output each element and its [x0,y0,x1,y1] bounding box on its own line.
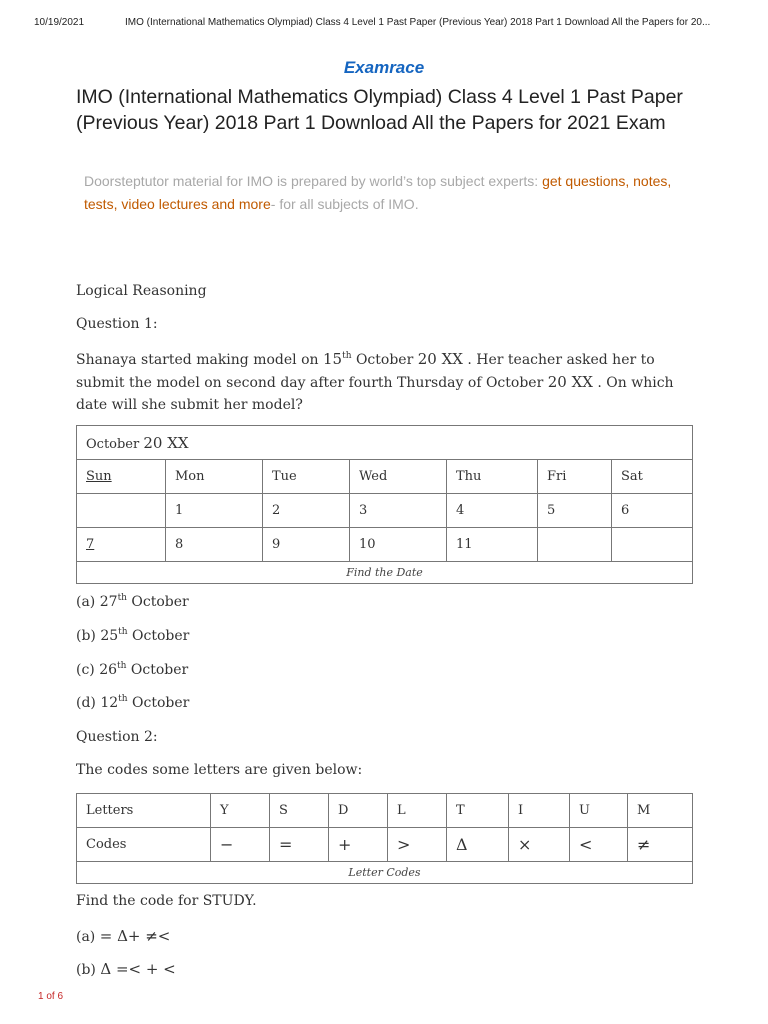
q1-text-part: Shanaya started making model on [76,352,323,368]
print-date: 10/19/2021 [34,17,85,28]
calendar-day: 4 [447,494,538,528]
calendar-day: 9 [263,528,350,562]
calendar-header: Fri [538,460,612,494]
letter-cell: S [270,794,329,828]
q1-option-d [76,695,189,711]
option-label: (a) [76,929,100,945]
option-prefix: (a) [76,594,100,610]
option-suffix: October [126,594,189,610]
option-num: 27 [99,594,118,610]
calendar-header: Sat [612,460,693,494]
option-prefix: (b) [76,628,101,644]
calendar-day: 8 [166,528,263,562]
calendar-title-row [77,426,693,460]
letter-cell: T [447,794,509,828]
calendar-year: 20 XX [143,433,189,452]
code-cell: > [388,828,447,862]
calendar-table [76,425,693,584]
q2-option-b [76,960,176,978]
option-sup: th [117,661,127,671]
option-label: (b) [76,962,101,978]
code-cell: Δ [447,828,509,862]
q1-year: 20 XX [417,350,463,368]
calendar-week-row [77,494,693,528]
letter-codes-table [76,793,693,884]
calendar-title [77,426,693,460]
calendar-day [538,528,612,562]
letter-cell: I [509,794,570,828]
calendar-day: 3 [350,494,447,528]
print-title: IMO (International Mathematics Olympiad) Class 4 Level 1 Past Paper (Previous Year) 2018 Part 1 Download All the Papers for 20... [125,17,711,28]
print-header [0,17,768,31]
option-sup: th [117,593,127,603]
q1-option-a [76,594,189,610]
letter-cell: D [329,794,388,828]
option-sup: th [118,694,128,704]
q1-day-sup: th [342,351,352,361]
question-2-prompt: Find the code for STUDY. [76,893,257,909]
question-1-label: Question 1: [76,316,158,332]
calendar-day: 10 [350,528,447,562]
option-suffix: October [127,695,190,711]
code-cell: < [570,828,628,862]
q1-option-c [76,662,188,678]
option-prefix: (d) [76,695,101,711]
code-cell: ≠ [628,828,693,862]
calendar-day: 11 [447,528,538,562]
option-num: 12 [100,695,119,711]
option-value: Δ =< + < [100,960,176,978]
calendar-header: Mon [166,460,263,494]
calendar-header: Wed [350,460,447,494]
q1-year: 20 XX [547,373,593,391]
q1-text-part: . On which date will she submit her model? [76,375,674,413]
codes-label: Codes [77,828,211,862]
letter-cell: M [628,794,693,828]
question-2-intro: The codes some letters are given below: [76,762,363,778]
calendar-header: Thu [447,460,538,494]
codes-row [77,828,693,862]
calendar-day: 1 [166,494,263,528]
calendar-week-row [77,528,693,562]
section-label: Logical Reasoning [76,283,207,299]
option-suffix: October [126,662,189,678]
q1-option-b [76,628,189,644]
q1-text-part: . Her teacher asked her to submit the model on second day after fourth Thursday of October [76,352,655,391]
calendar-header-text: Sun [86,469,112,484]
option-sup: th [118,627,128,637]
q1-day [323,350,352,368]
calendar-day: 5 [538,494,612,528]
calendar-header-row [77,460,693,494]
option-suffix: October [127,628,190,644]
option-num: 25 [100,628,119,644]
calendar-day: 2 [263,494,350,528]
calendar-day [612,528,693,562]
brand-logo-text[interactable]: Examrace [343,58,425,77]
calendar-month: October [86,436,144,452]
letter-cell: L [388,794,447,828]
promo-prefix: Doorsteptutor material for IMO is prepared by world’s top subject experts: [84,173,543,189]
codes-caption-row [77,862,693,884]
letter-cell: U [570,794,628,828]
letters-label: Letters [77,794,211,828]
promo-suffix: - for all subjects of IMO. [270,196,419,212]
option-prefix: (c) [76,662,100,678]
question-2-label: Question 2: [76,729,158,745]
page-number: 1 of 6 [38,991,64,1002]
code-cell: = [270,828,329,862]
promo-link[interactable]: get questions, notes, tests, video lectures and more [84,173,672,212]
q1-text-part: October [351,352,418,368]
code-cell: + [329,828,388,862]
codes-caption: Letter Codes [77,862,693,884]
calendar-header [77,460,166,494]
code-cell: − [211,828,270,862]
page-title: IMO (International Mathematics Olympiad) Class 4 Level 1 Past Paper (Previous Year) 2018 Part 1 Download All the Papers for 2021 Exam [76,86,683,134]
q2-option-a [76,927,170,945]
calendar-day: 6 [612,494,693,528]
option-num: 26 [99,662,118,678]
calendar-day-text: 7 [86,537,95,552]
code-cell: × [509,828,570,862]
letters-row [77,794,693,828]
letter-cell: Y [211,794,270,828]
calendar-day [77,528,166,562]
option-value: = Δ+ ≠< [99,927,171,945]
question-1-text [76,348,696,416]
calendar-day [77,494,166,528]
calendar-caption: Find the Date [77,562,693,584]
promo-text [84,170,684,216]
calendar-caption-row [77,562,693,584]
calendar-header: Tue [263,460,350,494]
q1-day-num: 15 [322,350,343,368]
